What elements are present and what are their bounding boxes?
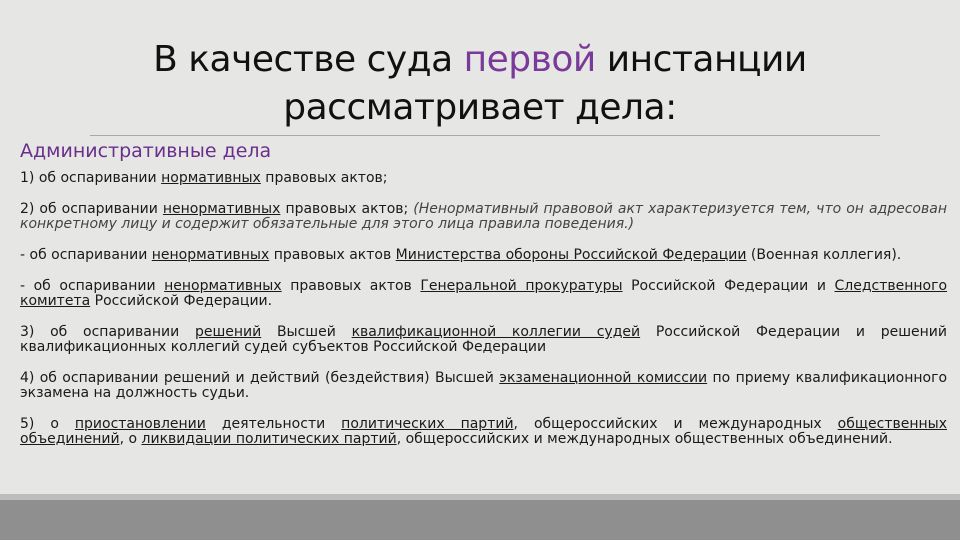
title-divider: [90, 135, 880, 136]
underlined-term: политических партий: [341, 416, 514, 432]
item-text: правовых актов;: [260, 170, 388, 186]
footer-bar: [0, 500, 960, 540]
item-2a: [20, 248, 947, 263]
title-pre: В качестве суда: [153, 39, 464, 80]
item-2b: [20, 279, 947, 309]
title-post: инстанции: [595, 39, 807, 80]
content-body: [20, 171, 947, 463]
item-text: по приему квалификационного экзамена на должность судьи.: [20, 370, 948, 401]
underlined-term: ненормативных: [164, 278, 282, 294]
item-text: правовых актов: [281, 278, 421, 294]
underlined-term: ненормативных: [151, 247, 270, 263]
underlined-term: приостановлении: [74, 416, 206, 432]
title-line2: рассматривает дела:: [283, 87, 677, 128]
item-text: деятельности: [205, 416, 342, 432]
item-text: 3) об оспаривании: [20, 324, 195, 340]
item-2: [20, 202, 947, 232]
underlined-term: Генеральной прокуратуры: [420, 278, 623, 294]
underlined-term: решений: [194, 324, 262, 340]
item-text: , общероссийских и международных: [513, 416, 838, 432]
underlined-term: Министерства обороны Российской Федерации: [395, 247, 747, 263]
item-text: Российской Федерации.: [90, 293, 273, 309]
item-text: 4) об оспаривании решений и действий (бездействия) Высшей: [20, 370, 500, 386]
section-subtitle: Административные дела: [20, 140, 272, 162]
title-accent: первой: [463, 39, 596, 80]
underlined-term: нормативных: [161, 170, 261, 186]
item-text: правовых актов;: [280, 201, 414, 217]
item-text: 2) об оспаривании: [20, 201, 163, 217]
underlined-term: ненормативных: [162, 201, 281, 217]
item-4: [20, 371, 947, 401]
item-text: , о: [119, 431, 142, 447]
item-text: - об оспаривании: [20, 278, 165, 294]
item-1: [20, 171, 947, 186]
item-text: 1) об оспаривании: [20, 170, 162, 186]
item-text: Российской Федерации и: [622, 278, 835, 294]
item-text: , общероссийских и международных общественных объединений.: [396, 431, 893, 447]
item-text: Высшей: [261, 324, 352, 340]
definition-note: (Ненормативный правовой акт характеризуется тем, что он адресован конкретному лицу и содержит обязательные для этого лица правила поведения.): [20, 201, 947, 232]
item-text: правовых актов: [269, 247, 396, 263]
underlined-term: общественных объединений: [20, 416, 947, 447]
underlined-term: квалификационной коллегии судей: [351, 324, 641, 340]
item-3: [20, 325, 947, 355]
item-text: Российской Федерации и решений квалификационных коллегий судей субъектов Российской Федерации: [20, 324, 947, 355]
slide-title: [80, 36, 880, 132]
underlined-term: ликвидации политических партий: [141, 431, 397, 447]
item-text: - об оспаривании: [20, 247, 152, 263]
underlined-term: Следственного комитета: [20, 278, 948, 309]
item-text: (Военная коллегия).: [746, 247, 902, 263]
item-text: 5) о: [20, 416, 75, 432]
item-5: [20, 417, 947, 447]
underlined-term: экзаменационной комиссии: [499, 370, 708, 386]
